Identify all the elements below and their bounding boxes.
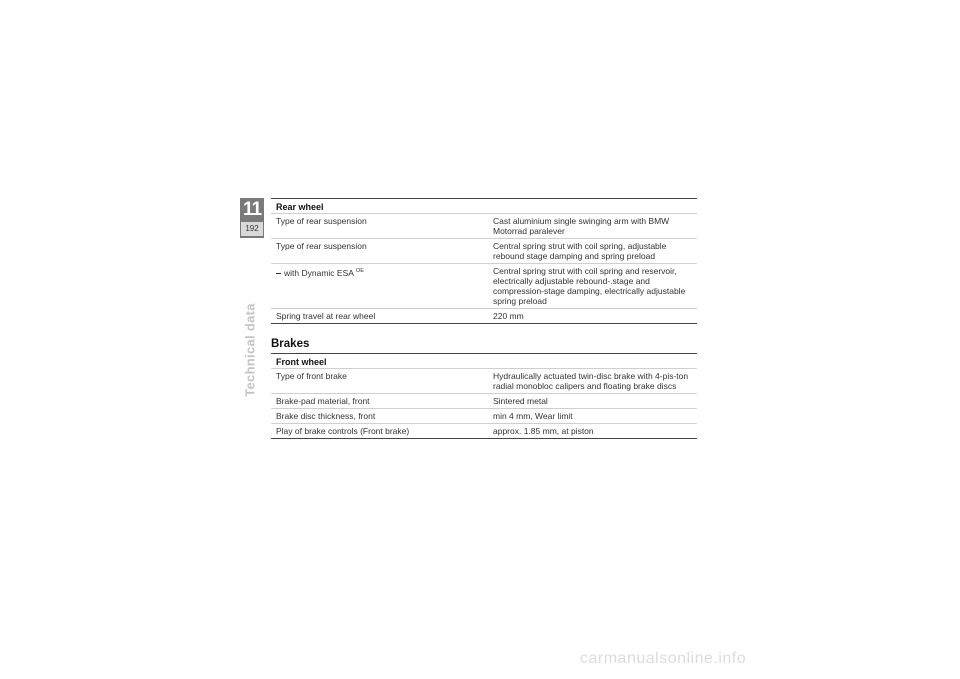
table-row — [271, 368, 697, 393]
table-row — [271, 263, 697, 308]
row-label: Type of rear suspension — [276, 241, 367, 251]
oe-superscript: OE — [355, 268, 364, 274]
table-row — [271, 408, 697, 423]
brakes-title: Brakes — [271, 338, 310, 350]
row-label: Play of brake controls (Front brake) — [276, 426, 410, 436]
row-value: Central spring strut with coil spring and reservoir, electrically adjustable rebound-.stage and compression-stage damping, electrically adjustable spring preload — [493, 266, 686, 306]
chapter-number: 11 — [242, 199, 262, 220]
row-label: Brake disc thickness, front — [276, 411, 376, 421]
row-value: approx. 1.85 mm, at piston — [493, 426, 594, 436]
row-value: Cast aluminium single swinging arm with BMW Motorrad paralever — [493, 216, 670, 236]
dash-icon — [276, 273, 281, 274]
table-row — [271, 238, 697, 263]
row-label — [271, 264, 488, 308]
row-label: Brake-pad material, front — [276, 396, 370, 406]
row-value: 220 mm — [493, 311, 524, 321]
watermark: carmanualsonline.info — [580, 650, 747, 667]
row-value: Central spring strut with coil spring, adjustable rebound stage damping and spring preload — [493, 241, 667, 261]
row-value: Hydraulically actuated twin-disc brake with 4-pis-ton radial monobloc calipers and floating brake discs — [493, 371, 689, 391]
side-title-text: Technical data — [242, 303, 258, 397]
row-label: Type of front brake — [276, 371, 347, 381]
table-row — [271, 308, 697, 324]
row-label: Type of rear suspension — [276, 216, 367, 226]
rear-wheel-table — [271, 198, 697, 324]
rear-wheel-heading: Rear wheel — [271, 198, 697, 213]
front-wheel-heading: Front wheel — [271, 353, 697, 368]
row-value: min 4 mm, Wear limit — [493, 411, 573, 421]
table-row — [271, 393, 697, 408]
table-row — [271, 213, 697, 238]
page-number: 192 — [245, 224, 259, 233]
row-label-text: with Dynamic ESA — [284, 267, 354, 278]
page-number-box — [241, 222, 263, 236]
row-label: Spring travel at rear wheel — [276, 311, 376, 321]
side-title — [238, 303, 262, 397]
chapter-tab — [240, 198, 264, 238]
front-wheel-table — [271, 353, 697, 439]
row-value: Sintered metal — [493, 396, 548, 406]
table-row — [271, 423, 697, 439]
